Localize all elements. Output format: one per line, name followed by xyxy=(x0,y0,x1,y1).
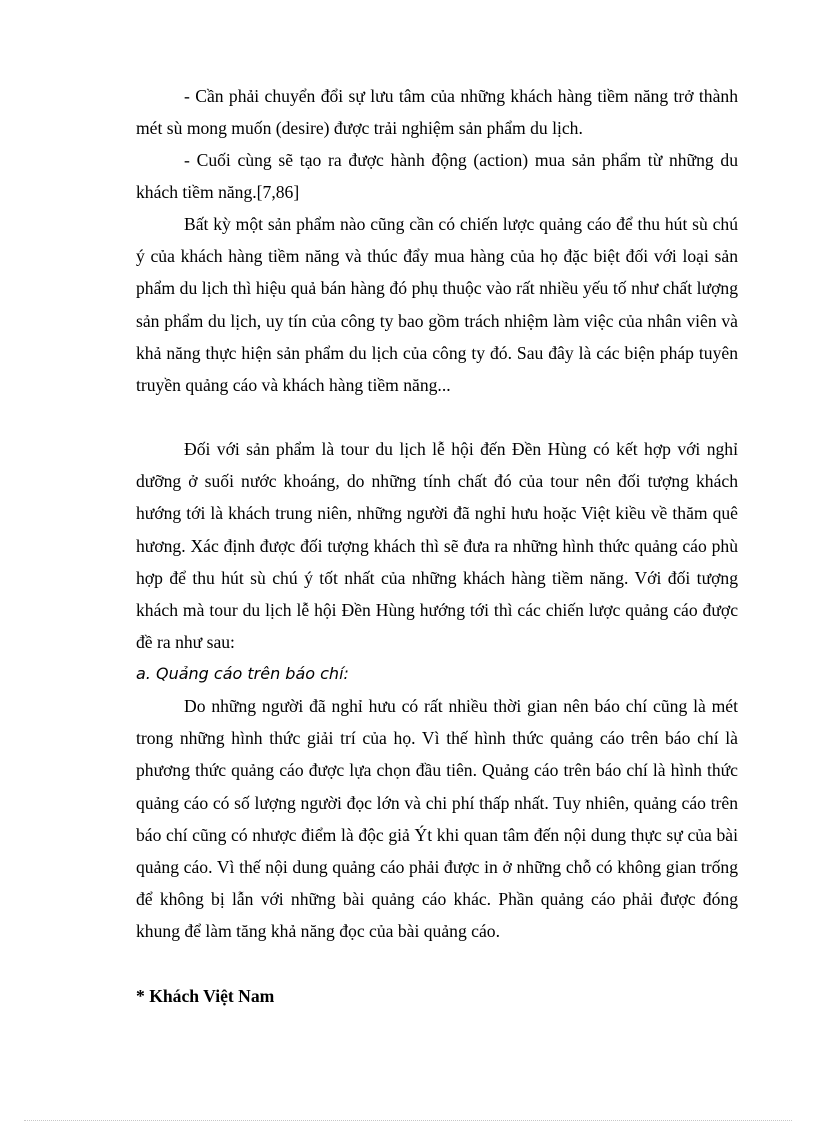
paragraph-advertising-strategy: Bất kỳ một sản phẩm nào cũng cần có chiến lược quảng cáo để thu hút sù chú ý của khách hàng tiềm năng và thúc đẩy mua hàng của họ đặc biệt đối với loại sản phẩm du lịch thì hiệu quả bán hàng đó phụ thuộc vào rất nhiều yếu tố như chất lượng sản phẩm du lịch, uy tín của công ty bao gồm trách nhiệm làm việc của nhân viên và khả năng thực hiện sản phẩm du lịch của công ty đó. Sau đây là các biện pháp tuyên truyền quảng cáo và khách hàng tiềm năng... xyxy=(136,214,738,396)
bullet-paragraph-action: - Cuối cùng sẽ tạo ra được hành động (action) mua sản phẩm từ những du khách tiềm năng.[7,86] xyxy=(136,150,738,203)
page-bottom-divider xyxy=(24,1120,792,1121)
paragraph-hung-temple-tour: Đối với sản phẩm là tour du lịch lễ hội đến Đền Hùng có kết hợp với nghỉ dưỡng ở suối nước khoáng, do những tính chất đó của tour nên đối tượng khách hướng tới là khách trung niên, những người đã nghỉ hưu hoặc Việt kiều về thăm quê hương. Xác định được đối tượng khách thì sẽ đưa ra những hình thức quảng cáo phù hợp để thu hút sù chú ý tốt nhất của những khách hàng tiềm năng. Với đối tượng khách mà tour du lịch lễ hội Đền Hùng hướng tới thì các chiến lược quảng cáo được đề ra như sau: xyxy=(136,439,738,653)
bullet-paragraph-desire: - Cần phải chuyển đổi sự lưu tâm của những khách hàng tiềm năng trở thành mét sù mong muốn (desire) được trải nghiệm sản phẩm du lịch. xyxy=(136,86,738,139)
section-heading-press-ads: a. Quảng cáo trên báo chí: xyxy=(136,664,349,683)
sub-heading-vietnamese-guests: * Khách Việt Nam xyxy=(136,986,275,1006)
paragraph-press-ads: Do những người đã nghỉ hưu có rất nhiều thời gian nên báo chí cũng là mét trong những hình thức giải trí của họ. Vì thế hình thức quảng cáo trên báo chí là phương thức quảng cáo được lựa chọn đầu tiên. Quảng cáo trên báo chí là hình thức quảng cáo có số lượng người đọc lớn và chi phí thấp nhất. Tuy nhiên, quảng cáo trên báo chí cũng có nhược điểm là độc giả Ýt khi quan tâm đến nội dung thực sự của bài quảng cáo. Vì thế nội dung quảng cáo phải được in ở những chỗ có không gian trống để không bị lẫn với những bài quảng cáo khác. Phần quảng cáo phải được đóng khung để làm tăng khả năng đọc của bài quảng cáo. xyxy=(136,696,738,942)
